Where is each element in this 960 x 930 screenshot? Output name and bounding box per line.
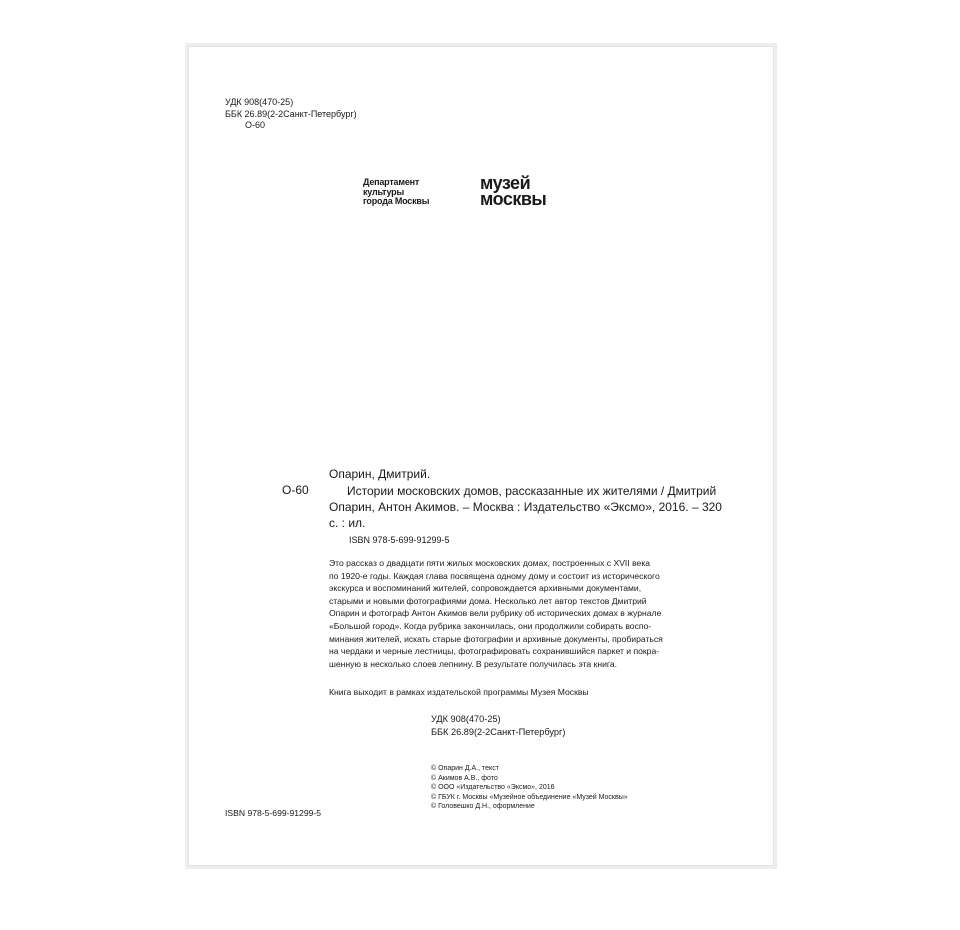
copyright-line: © ООО «Издательство «Эксмо», 2016 — [431, 784, 555, 792]
copyright-list — [431, 764, 628, 812]
museum-moscow-logo — [480, 175, 546, 207]
annotation-line: Это рассказ о двадцати пяти жилых московских домах, построенных с XVII века — [329, 558, 651, 568]
copyright-line: © Опарин Д.А., текст — [431, 765, 499, 772]
bibliographic-title: Истории московских домов, рассказанные их жителями / Дмитрий Опарин, Антон Акимов. – Москва : Издательство «Эксмо», 2016. – 320 с. : ил. — [329, 484, 722, 530]
udk-code: УДК 908(470-25) — [225, 97, 294, 107]
annotation-line: по 1920-е годы. Каждая глава посвящена одному дому и состоит из исторического — [329, 570, 660, 581]
annotation-line: старыми и новыми фотографиями дома. Несколько лет автор текстов Дмитрий — [329, 595, 647, 606]
author-cipher: О-60 — [282, 483, 309, 497]
isbn-record: ISBN 978-5-699-91299-5 — [349, 535, 450, 545]
annotation-line: «Большой город». Когда рубрика закончилась, они продолжили собирать воспо- — [329, 620, 652, 631]
annotation-line: экскурса и воспоминаний жителей, сопровождается архивными документами, — [329, 583, 642, 594]
department-logo-line: Департамент — [363, 177, 420, 187]
bbk-code: ББК 26.89(2-2Санкт-Петербург) — [225, 108, 357, 119]
department-culture-logo — [363, 178, 429, 207]
museum-logo-line: москвы — [480, 189, 547, 209]
bbk-code: ББК 26.89(2-2Санкт-Петербург) — [431, 726, 566, 737]
udk-top-block — [225, 97, 357, 132]
publishing-program-note: Книга выходит в рамках издательской программы Музея Москвы — [329, 687, 589, 697]
copyright-line: © ГБУК г. Москвы «Музейное объединение «Музей Москвы» — [431, 793, 628, 801]
author-cipher-top: О-60 — [245, 120, 266, 130]
annotation-line: Опарин и фотограф Антон Акимов вели рубрику об исторических домах в журнале — [329, 608, 662, 619]
annotation-line: шенную в несколько слоев лепнину. В результате получилась эта книга. — [329, 658, 618, 669]
department-logo-line: культуры — [363, 186, 404, 197]
author-heading: Опарин, Дмитрий. — [329, 467, 431, 481]
udk-code: УДК 908(470-25) — [431, 714, 501, 724]
udk-bottom-block — [431, 713, 565, 738]
museum-logo-line: музей — [480, 173, 531, 193]
book-page — [188, 46, 774, 866]
annotation-line: минания жителей, искать старые фотографии и архивные документы, пробираться — [329, 633, 663, 644]
copyright-line: © Акимов А.В., фото — [431, 774, 498, 782]
copyright-line: © Головешко Д.Н., оформление — [431, 803, 535, 811]
annotation-line: на чердаки и черные лестницы, фотографировать сохранившийся паркет и покра- — [329, 646, 660, 657]
annotation — [329, 557, 731, 670]
isbn-bottom: ISBN 978-5-699-91299-5 — [225, 808, 322, 818]
department-logo-line: города Москвы — [363, 196, 430, 206]
